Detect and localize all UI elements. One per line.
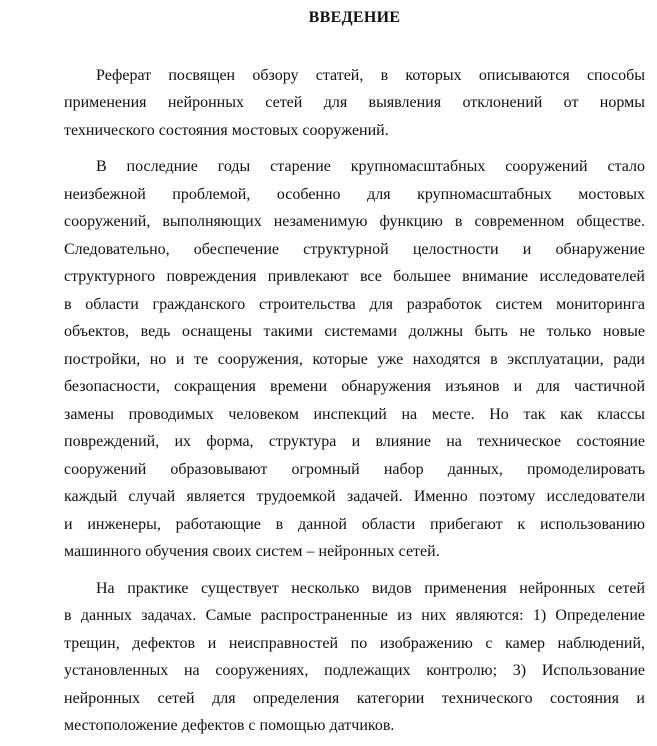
text-line: Следовательно, обеспечение структурной целостности и обнаружение (64, 240, 645, 258)
text-line: сооружений, выполняющих незаменимую функцию в современном обществе. (64, 213, 645, 230)
text-line: машинного обучения своих систем – нейронных сетей. (64, 543, 440, 560)
text-line: На практике существует несколько видов применения нейронных сетей (96, 579, 645, 597)
text-line: повреждений, их форма, структура и влияние на техническое состояние (64, 433, 645, 450)
page-title: ВВЕДЕНИЕ (308, 9, 401, 26)
paragraph (64, 62, 645, 145)
paragraph (64, 575, 645, 740)
text-line: нейронных сетей для определения категории технического состояния и (64, 689, 645, 707)
text-line: применения нейронных сетей для выявления отклонений от нормы (64, 94, 645, 111)
text-line: в данных задачах. Самые распространенные из них являются: 1) Определение (64, 607, 645, 624)
text-line: местоположение дефектов с помощью датчиков. (64, 717, 395, 734)
text-line: и инженеры, работающие в данной области прибегают к использованию (64, 515, 645, 533)
paragraph (64, 153, 645, 566)
text-line: структурного повреждения привлекают все большее внимание исследователей (64, 268, 645, 285)
text-line: неизбежной проблемой, особенно для крупномасштабных мостовых (64, 185, 645, 203)
text-line: постройки, но и те сооружения, которые уже находятся в эксплуатации, ради (64, 350, 645, 368)
text-line: каждый случай является трудоемкой задачей. Именно поэтому исследователи (64, 488, 645, 505)
text-line: технического состояния мостовых сооружений. (64, 121, 389, 139)
text-line: Реферат посвящен обзору статей, в которых описываются способы (96, 66, 645, 84)
text-line: безопасности, сокращения времени обнаружения изъянов и для частичной (64, 378, 645, 395)
text-line: В последние годы старение крупномасштабных сооружений стало (96, 158, 645, 175)
text-line: трещин, дефектов и неисправностей по изображению с камер наблюдений, (64, 634, 645, 652)
text-line: установленных на сооружениях, подлежащих контролю; 3) Использование (64, 662, 645, 679)
text-line: в области гражданского строительства для разработок систем мониторинга (64, 295, 645, 313)
text-line: сооружений образовывают огромный набор данных, промоделировать (64, 460, 645, 478)
document-body (64, 62, 645, 740)
text-line: замены проводимых человеком инспекций на месте. Но так как классы (64, 405, 645, 423)
text-line: объектов, ведь оснащены такими системами должны быть не только новые (64, 323, 645, 340)
